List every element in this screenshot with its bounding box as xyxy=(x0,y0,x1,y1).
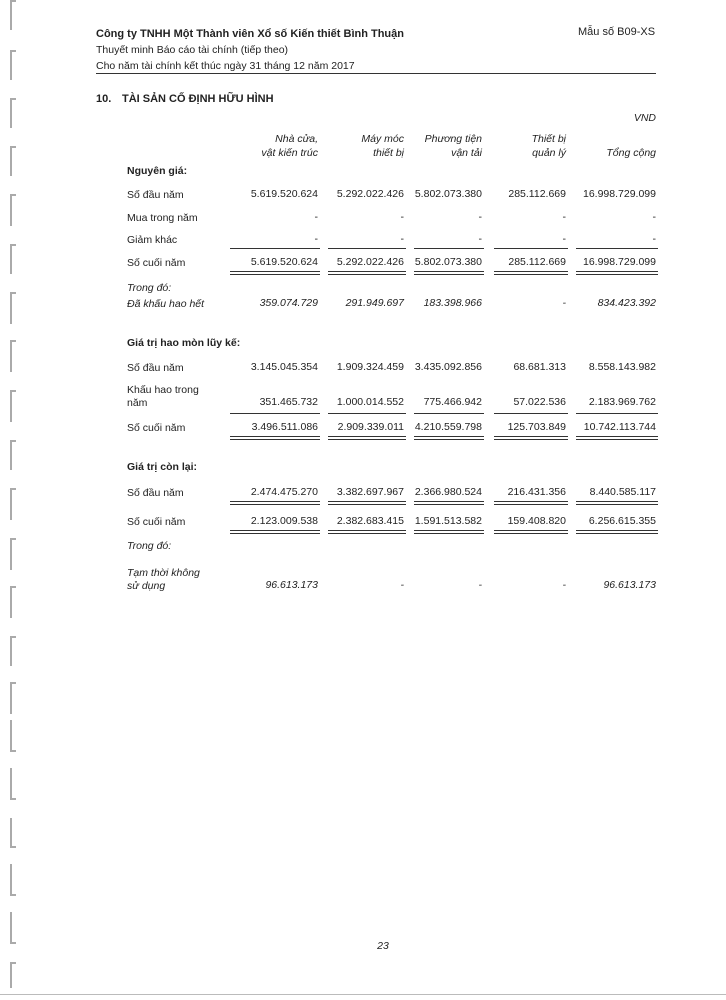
table-row xyxy=(0,384,726,414)
of-which-row xyxy=(0,281,726,297)
cell-value: 5.619.520.624 xyxy=(250,256,318,268)
row-label: Số cuối năm xyxy=(127,257,186,269)
total-double-rule xyxy=(576,530,658,534)
table-row xyxy=(0,421,726,437)
row-label: Số cuối năm xyxy=(127,422,186,434)
total-double-rule xyxy=(230,501,320,505)
sum-rule xyxy=(414,413,484,414)
total-double-rule xyxy=(414,501,484,505)
total-double-rule xyxy=(230,436,320,440)
total-double-rule xyxy=(328,501,406,505)
cell-value: 16.998.729.099 xyxy=(583,188,656,200)
cell-value: 5.802.073.380 xyxy=(414,256,482,268)
sum-rule xyxy=(576,248,658,249)
table-row xyxy=(0,515,726,531)
cell-value: 3.382.697.967 xyxy=(336,486,404,498)
sum-rule xyxy=(494,413,568,414)
net-heading: Giá trị còn lại: xyxy=(127,461,198,473)
binder-mark xyxy=(10,720,16,752)
cell-value: 1.000.014.552 xyxy=(336,396,404,408)
cell-value: 834.423.392 xyxy=(597,297,656,309)
currency-unit: VND xyxy=(633,112,656,124)
binder-mark xyxy=(10,0,16,30)
cell-value: - xyxy=(314,211,318,223)
column-header-office-equipment: Thiết bị quản lý xyxy=(531,133,566,159)
page-bottom-rule xyxy=(0,994,726,995)
cell-value: - xyxy=(314,233,318,245)
cell-value: 3.435.092.856 xyxy=(414,361,482,373)
binder-mark xyxy=(10,98,16,128)
total-double-rule xyxy=(494,271,568,275)
total-double-rule xyxy=(494,436,568,440)
cell-value: - xyxy=(478,211,482,223)
table-row xyxy=(0,188,726,204)
cell-value: 285.112.669 xyxy=(508,188,566,200)
sum-rule xyxy=(576,413,658,414)
total-double-rule xyxy=(494,501,568,505)
sum-rule xyxy=(230,248,320,249)
column-header-total: Tổng cộng xyxy=(606,147,656,159)
report-period: Cho năm tài chính kết thúc ngày 31 tháng 12 năm 2017 xyxy=(96,60,355,72)
cell-value: 2.183.969.762 xyxy=(588,396,656,408)
binder-mark xyxy=(10,50,16,80)
cell-value: 6.256.615.355 xyxy=(588,515,656,527)
net-heading-row xyxy=(0,460,726,476)
section-number: 10. xyxy=(96,93,112,105)
total-double-rule xyxy=(230,530,320,534)
cell-value: 5.292.022.426 xyxy=(336,188,404,200)
cell-value: 5.292.022.426 xyxy=(336,256,404,268)
cell-value: - xyxy=(400,579,404,591)
binder-mark xyxy=(10,864,16,896)
cell-value: 96.613.173 xyxy=(265,579,318,591)
total-double-rule xyxy=(494,530,568,534)
of-which-row xyxy=(0,539,726,555)
header-rule xyxy=(96,73,656,74)
cell-value: 1.909.324.459 xyxy=(336,361,404,373)
cell-value: 125.703.849 xyxy=(507,421,566,433)
row-label: Khấu hao trong năm xyxy=(127,384,199,409)
total-double-rule xyxy=(328,271,406,275)
total-double-rule xyxy=(230,271,320,275)
table-row xyxy=(0,486,726,502)
sum-rule xyxy=(494,248,568,249)
total-double-rule xyxy=(414,436,484,440)
cell-value: - xyxy=(652,211,656,223)
depreciation-heading: Giá trị hao mòn lũy kế: xyxy=(127,337,241,349)
column-header-machinery: Máy móc thiết bị xyxy=(361,133,404,159)
total-double-rule xyxy=(576,271,658,275)
of-which-label: Trong đó: xyxy=(127,282,172,294)
binder-mark xyxy=(10,768,16,800)
cell-value: 10.742.113.744 xyxy=(583,421,656,433)
cell-value: 5.802.073.380 xyxy=(414,188,482,200)
row-label: Giảm khác xyxy=(127,234,178,246)
cell-value: 2.382.683.415 xyxy=(336,515,404,527)
total-double-rule xyxy=(328,436,406,440)
row-label: Đã khấu hao hết xyxy=(127,298,205,310)
cell-value: - xyxy=(652,233,656,245)
total-double-rule xyxy=(328,530,406,534)
cell-value: 2.123.009.538 xyxy=(250,515,318,527)
cell-value: 5.619.520.624 xyxy=(250,188,318,200)
depreciation-heading-row xyxy=(0,336,726,352)
cell-value: 1.591.513.582 xyxy=(414,515,482,527)
sum-rule xyxy=(328,413,406,414)
cell-value: 285.112.669 xyxy=(508,256,566,268)
cell-value: 351.465.732 xyxy=(259,396,318,408)
cell-value: 359.074.729 xyxy=(259,297,318,309)
row-label: Tạm thời không sử dụng xyxy=(127,567,200,592)
row-label: Số đầu năm xyxy=(127,362,184,374)
binder-mark xyxy=(10,818,16,848)
total-double-rule xyxy=(576,436,658,440)
cell-value: 2.474.475.270 xyxy=(250,486,318,498)
table-row xyxy=(0,256,726,272)
cell-value: 68.681.313 xyxy=(513,361,566,373)
section-title-text: TÀI SẢN CỐ ĐỊNH HỮU HÌNH xyxy=(122,93,274,105)
cell-value: 216.431.356 xyxy=(507,486,566,498)
table-row xyxy=(0,233,726,249)
table-row xyxy=(0,297,726,313)
binder-mark xyxy=(10,682,16,714)
sum-rule xyxy=(230,413,320,414)
total-double-rule xyxy=(414,271,484,275)
cost-heading-row xyxy=(0,164,726,180)
cell-value: 291.949.697 xyxy=(345,297,404,309)
cell-value: - xyxy=(400,233,404,245)
total-double-rule xyxy=(576,501,658,505)
sum-rule xyxy=(414,248,484,249)
cell-value: 96.613.173 xyxy=(603,579,656,591)
binder-mark xyxy=(10,636,16,666)
cell-value: 57.022.536 xyxy=(513,396,566,408)
cell-value: 159.408.820 xyxy=(507,515,566,527)
row-label: Số cuối năm xyxy=(127,516,186,528)
cell-value: 183.398.966 xyxy=(423,297,482,309)
section-title xyxy=(96,93,274,105)
table-row xyxy=(0,567,726,597)
cell-value: - xyxy=(478,233,482,245)
column-header-buildings: Nhà cửa, vật kiến trúc xyxy=(261,133,318,159)
cell-value: 4.210.559.798 xyxy=(414,421,482,433)
row-label: Số đầu năm xyxy=(127,487,184,499)
cell-value: 3.496.511.086 xyxy=(251,421,318,433)
page-number: 23 xyxy=(377,940,389,952)
of-which-label: Trong đó: xyxy=(127,540,172,552)
cell-value: 8.440.585.117 xyxy=(589,486,656,498)
cell-value: 775.466.942 xyxy=(423,396,482,408)
form-code: Mẫu số B09-XS xyxy=(578,26,656,38)
cell-value: - xyxy=(562,579,566,591)
cell-value: - xyxy=(478,579,482,591)
cell-value: 3.145.045.354 xyxy=(250,361,318,373)
cell-value: 8.558.143.982 xyxy=(588,361,656,373)
row-label: Mua trong năm xyxy=(127,212,198,224)
table-row xyxy=(0,211,726,227)
cell-value: 2.909.339.011 xyxy=(337,421,404,433)
cell-value: - xyxy=(562,297,566,309)
cost-heading: Nguyên giá: xyxy=(127,165,188,177)
cell-value: - xyxy=(562,211,566,223)
cell-value: 16.998.729.099 xyxy=(583,256,656,268)
report-subtitle: Thuyết minh Báo cáo tài chính (tiếp theo) xyxy=(96,44,289,56)
column-header-vehicles: Phương tiện vận tải xyxy=(424,133,482,159)
cell-value: - xyxy=(400,211,404,223)
table-row xyxy=(0,361,726,377)
cell-value: - xyxy=(562,233,566,245)
sum-rule xyxy=(328,248,406,249)
binder-mark xyxy=(10,962,16,988)
row-label: Số đầu năm xyxy=(127,189,184,201)
total-double-rule xyxy=(414,530,484,534)
cell-value: 2.366.980.524 xyxy=(414,486,482,498)
company-name: Công ty TNHH Một Thành viên Xổ số Kiến thiết Bình Thuận xyxy=(96,28,404,40)
